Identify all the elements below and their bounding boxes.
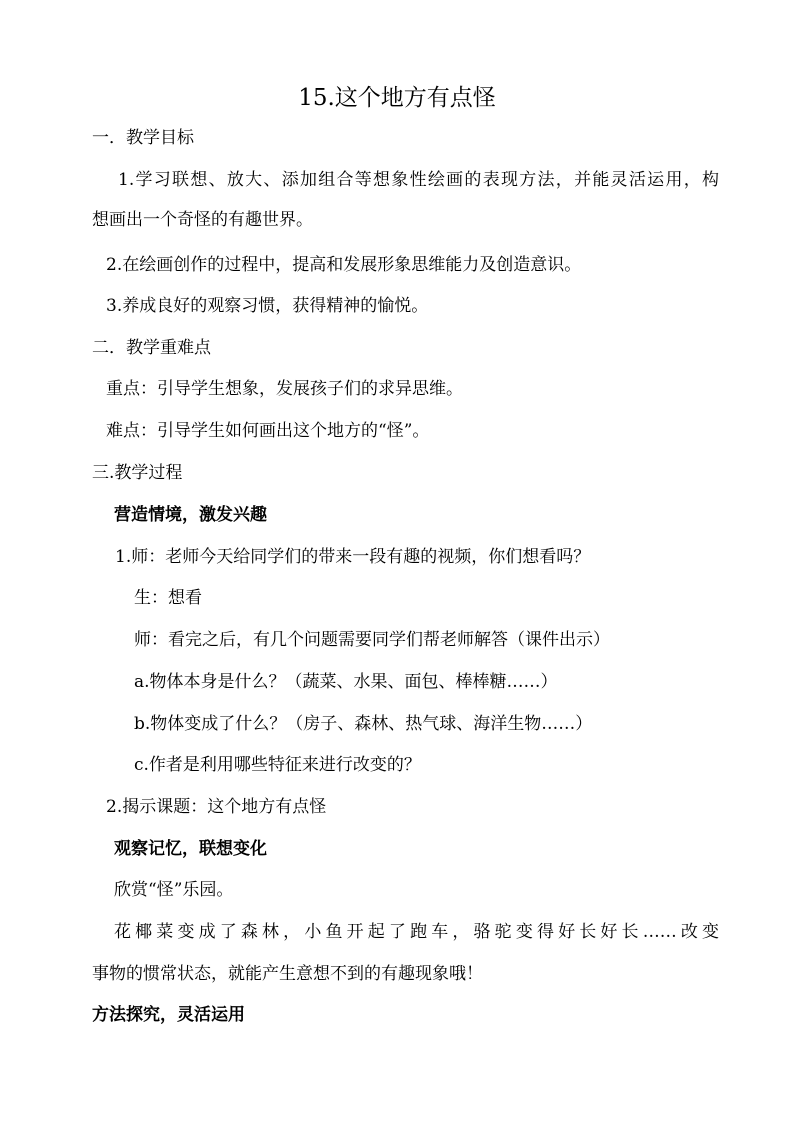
difficulty-text: 难点：引导学生如何画出这个地方的“怪”。 — [106, 421, 430, 441]
appreciate-text: 欣赏“怪”乐园。 — [114, 880, 234, 900]
paragraph-line-1: 花椰菜变成了森林，小鱼开起了跑车，骆驼变得好长好长……改变 — [114, 922, 719, 942]
question-a: a.物体本身是什么？（蔬菜、水果、面包、棒棒糖……） — [134, 672, 558, 692]
paragraph-line-2: 事物的惯常状态，就能产生意想不到的有趣现象哦！ — [92, 964, 483, 984]
objective-item-1-line-1: 1.学习联想、放大、添加组合等想象性绘画的表现方法，并能灵活运用，构 — [118, 170, 719, 190]
question-c: c.作者是利用哪些特征来进行改变的？ — [134, 755, 421, 775]
section-heading-process: 三.教学过程 — [92, 463, 183, 483]
section-heading-objectives: 一．教学目标 — [92, 128, 194, 148]
process-step-1: 1.师：老师今天给同学们的带来一段有趣的视频，你们想看吗？ — [115, 547, 591, 567]
section-heading-key-points: 二．教学重难点 — [92, 338, 211, 358]
question-b: b.物体变成了什么？（房子、森林、热气球、海洋生物……） — [134, 714, 593, 734]
subheading-create-situation: 营造情境，激发兴趣 — [114, 505, 267, 525]
objective-item-1-line-2: 想画出一个奇怪的有趣世界。 — [92, 210, 313, 230]
key-point-text: 重点：引导学生想象，发展孩子们的求异思维。 — [106, 379, 463, 399]
objective-item-2: 2.在绘画创作的过程中，提高和发展形象思维能力及创造意识。 — [106, 255, 582, 275]
process-step-2: 2.揭示课题：这个地方有点怪 — [106, 797, 327, 817]
subheading-observe-memory: 观察记忆，联想变化 — [114, 839, 267, 859]
student-reply: 生：想看 — [134, 588, 202, 608]
subheading-method-explore: 方法探究，灵活运用 — [92, 1005, 245, 1025]
objective-item-3: 3.养成良好的观察习惯，获得精神的愉悦。 — [106, 296, 429, 316]
teacher-prompt: 师：看完之后，有几个问题需要同学们帮老师解答（课件出示） — [134, 630, 610, 650]
document-title: 15.这个地方有点怪 — [298, 85, 496, 111]
